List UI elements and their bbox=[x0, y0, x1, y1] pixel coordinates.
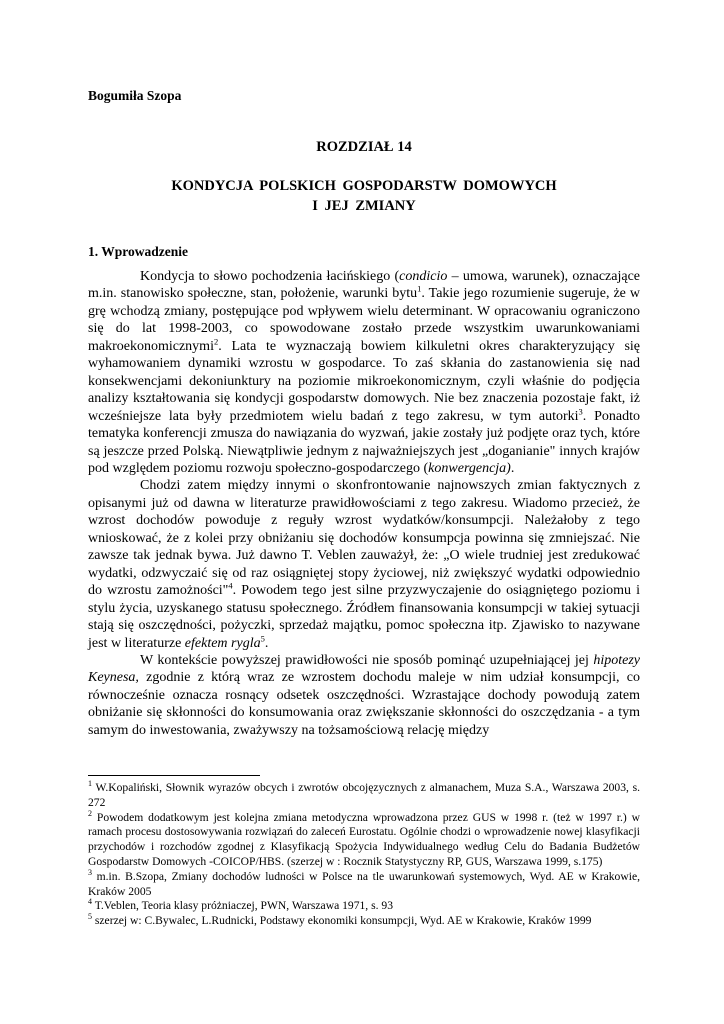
footnote-ref-5: 5 bbox=[260, 632, 265, 643]
p1-italic-konwergencja: konwergencja) bbox=[428, 460, 511, 476]
p2-text-a: Chodzi zatem między innymi o skonfrontowanie najnowszych zmian faktycznych z opisanymi już od dawna w literaturze prawidłowościami z tego zakresu. Wiadomo przecież, że wzrost dochodów powoduje z reguły wzrost wydatków/konsumpcji. Należałoby z tego wnioskować, że z kolei przy obniżaniu się dochodów konsumpcja powinna się zmniejszać. Nie zawsze tak jednak bywa. Już dawno T. Veblen zauważył, że: „O wiele trudniej jest zredukować wydatki, odzwyczaić się od raz osiągniętej stopy życiowej, niż zwiększyć wydatki odpowiednio do wzrostu zamożności" bbox=[88, 478, 640, 599]
footnote-ref-2: 2 bbox=[213, 336, 219, 347]
p1-text-e: . Ponadto tematyka konferencji zmusza do nawiązania do wyzwań, jakie zostały już podjęte oraz tych, które są jeszcze przed Polską. Niewątpliwie jednym z najważniejszych jest „doganianie" innych krajów pod względem poziomu rozwoju społeczno-gospodarczego ( bbox=[88, 408, 640, 476]
title-line-1: KONDYCJA POLSKICH GOSPODARSTW DOMOWYCH bbox=[171, 178, 557, 194]
footnote-separator bbox=[88, 775, 260, 776]
footnote-number: 4 bbox=[88, 897, 92, 907]
footnote bbox=[88, 781, 640, 811]
footnote bbox=[88, 899, 640, 914]
footnote-number: 1 bbox=[88, 779, 92, 789]
p1-text-a: Kondycja to słowo pochodzenia łacińskiego ( bbox=[140, 269, 400, 284]
footnote-text: W.Kopaliński, Słownik wyrazów obcych i zwrotów obcojęzycznych z almanachem, Muza S.A., Warszawa 2003, s. 272 bbox=[88, 781, 640, 809]
footnote bbox=[88, 867, 640, 900]
footnote-ref-3: 3 bbox=[578, 405, 583, 416]
p1-text-b: – umowa, warunek), oznaczające m.in. stanowisko społeczne, stan, położenie, warunki bytu bbox=[88, 269, 640, 302]
p2-italic-efekt: efektem rygla bbox=[184, 635, 261, 651]
p3-italic-hipotezy: hipotezy Keynesa, bbox=[88, 652, 640, 686]
chapter-title bbox=[88, 176, 640, 216]
p2-text-b: . Powodem tego jest silne przyzwyczajenie do osiągniętego poziomu i stylu życia, uzyskanego statusu społecznego. Źródłem finansowania konsumpcji w takiej sytuacji stają się oszczędności, pożyczki, sprzedaż majątku, pomoc społeczna itp. Zjawisko to nazywane jest w literaturze bbox=[88, 583, 640, 651]
footnote-ref-1: 1 bbox=[417, 283, 422, 294]
p1-italic-condicio: condicio bbox=[399, 269, 448, 284]
p2-text-c: . bbox=[264, 635, 269, 651]
p3-text-b: zgodnie z którą wraz ze wzrostem dochodu maleje w nim udział konsumpcji, co równocześnie oznacza rosnący odsetek oszczędności. Wzrastające dochody powodują zatem obniżanie się skłonności do konsumowania oraz zwiększanie skłonności do oszczędzania - a tym samym do inwestowania, zważywszy na tożsamościową relację między bbox=[88, 670, 640, 738]
paragraph-3 bbox=[88, 652, 640, 739]
p1-text-f: . bbox=[510, 460, 515, 476]
footnote bbox=[88, 808, 640, 870]
footnote bbox=[88, 914, 640, 929]
footnote-text: T.Veblen, Teoria klasy próżniaczej, PWN, Warszawa 1971, s. 93 bbox=[92, 899, 393, 913]
title-line-2: I JEJ ZMIANY bbox=[312, 198, 416, 214]
footnote-number: 5 bbox=[88, 912, 92, 922]
p1-text-c: . Takie jego rozumienie sugeruje, że w grę wchodzą zmiany, postępujące pod wpływem wielu determinant. W opracowaniu ograniczono się do lat 1998-2003, co spowodowane zostało przede wszystkim uwarunkowaniami makroekonomicznymi bbox=[88, 286, 640, 354]
footnote-text: m.in. B.Szopa, Zmiany dochodów ludności w Polsce na tle uwarunkowań systemowych, Wyd. AE w Krakowie, Kraków 2005 bbox=[88, 869, 640, 898]
p3-text-a: W kontekście powyższej prawidłowości nie sposób pominąć uzupełniającej jej bbox=[140, 652, 594, 668]
footnotes bbox=[88, 781, 640, 929]
footnote-text: Powodem dodatkowym jest kolejna zmiana metodyczna wprowadzona przez GUS w 1998 r. (też w 1997 r.) w ramach procesu dostosowywania rozwiązań do zaleceń Eurostatu. Ogólnie chodzi o wprowadzenie nowej klasyfikacji przychodów i rozchodów zgodnej z Klasyfikacją Spożycia Indywidualnego według Celu do Badania Budżetów Gospodarstw Domowych -COICOP/HBS. (szerzej w : Rocznik Statystyczny RP, GUS, Warszawa 1999, s.175) bbox=[88, 810, 640, 868]
paragraph-1 bbox=[88, 268, 640, 477]
footnote-number: 2 bbox=[88, 808, 92, 818]
footnote-ref-4: 4 bbox=[228, 580, 233, 591]
p1-text-d: . Lata te wyznaczają bowiem kilkuletni okres charakteryzujący się wyhamowaniem dynamiki wzrostu w gospodarce. To zaś skłania do zastanowienia się nad konsekwencjami dekoniunktury na poziomie mikroekonomicznym, czyli właśnie do podjęcia analizy kształtowania się kondycji gospodarstw domowych. Nie bez znaczenia pozostaje fakt, iż wcześniejsze lata były przedmiotem wielu badań z tego zakresu, w tym autorki bbox=[88, 338, 640, 424]
section-heading: 1. Wprowadzenie bbox=[88, 244, 189, 259]
footnote-text: szerzej w: C.Bywalec, L.Rudnicki, Podstawy ekonomiki konsumpcji, Wyd. AE w Krakowie, Kraków 1999 bbox=[92, 914, 592, 928]
body-text bbox=[88, 268, 640, 739]
paragraph-2 bbox=[88, 477, 640, 652]
author-name: Bogumiła Szopa bbox=[88, 88, 182, 103]
chapter-number: ROZDZIAŁ 14 bbox=[316, 139, 412, 155]
footnote-number: 3 bbox=[88, 867, 92, 877]
